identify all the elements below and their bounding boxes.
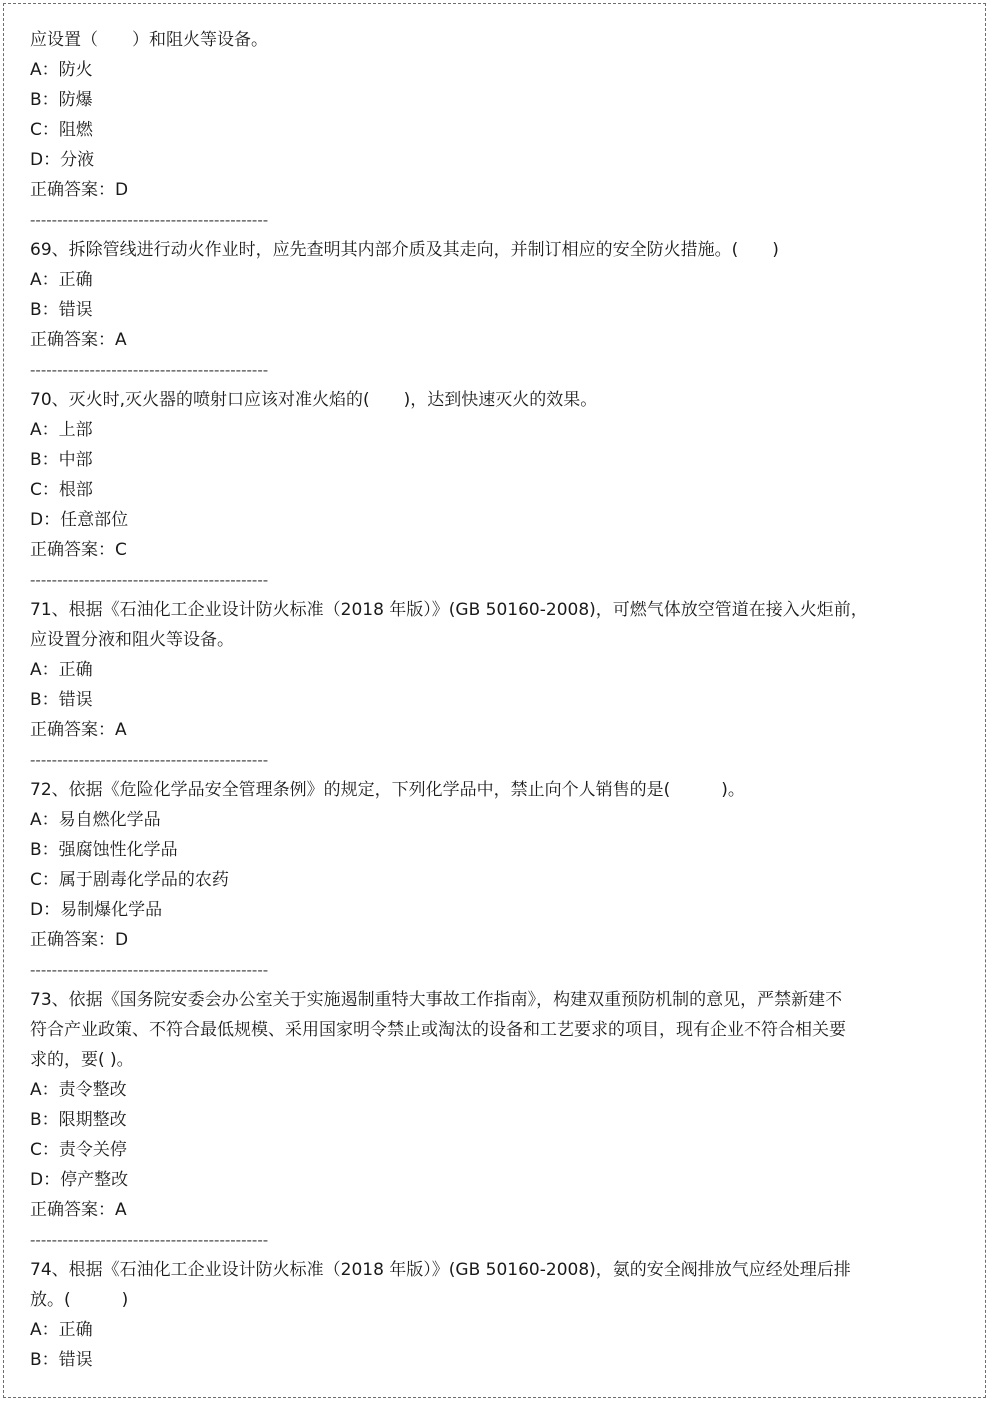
answer-option: B：错误 xyxy=(30,300,93,320)
answer-option: B：防爆 xyxy=(30,90,93,110)
separator-line: -------------------------------------------- xyxy=(30,361,269,379)
question-block xyxy=(30,385,910,565)
correct-answer: 正确答案：D xyxy=(30,180,129,200)
answer-option: C：责令关停 xyxy=(30,1140,127,1160)
answer-option: A：上部 xyxy=(30,420,93,440)
separator-line: -------------------------------------------- xyxy=(30,1231,269,1249)
answer-option: A：责令整改 xyxy=(30,1080,127,1100)
answer-option: C：根部 xyxy=(30,480,93,500)
answer-option: D：分液 xyxy=(30,150,95,170)
separator-line: -------------------------------------------- xyxy=(30,961,269,979)
answer-option: B：错误 xyxy=(30,1350,93,1370)
separator-line: -------------------------------------------- xyxy=(30,211,269,229)
question-text: 符合产业政策、不符合最低规模、采用国家明令禁止或淘汰的设备和工艺要求的项目，现有企业不符合相关要 xyxy=(30,1020,846,1040)
question-block xyxy=(30,985,910,1225)
answer-option: B：强腐蚀性化学品 xyxy=(30,840,178,860)
question-block xyxy=(30,595,910,745)
answer-option: A：正确 xyxy=(30,660,93,680)
correct-answer: 正确答案：D xyxy=(30,930,129,950)
answer-option: A：防火 xyxy=(30,60,93,80)
correct-answer: 正确答案：A xyxy=(30,330,127,350)
answer-option: B：限期整改 xyxy=(30,1110,127,1130)
answer-option: C：属于剧毒化学品的农药 xyxy=(30,870,229,890)
question-text: 求的，要( )。 xyxy=(30,1050,134,1070)
question-text: 71、根据《石油化工企业设计防火标准（2018 年版）》(GB 50160-2008)，可燃气体放空管道在接入火炬前， xyxy=(30,600,868,620)
question-text: 应设置（ ）和阻火等设备。 xyxy=(30,30,268,50)
question-block xyxy=(30,235,910,355)
answer-option: B：错误 xyxy=(30,690,93,710)
correct-answer: 正确答案：A xyxy=(30,720,127,740)
correct-answer: 正确答案：C xyxy=(30,540,127,560)
question-text: 70、灭火时,灭火器的喷射口应该对准火焰的( )，达到快速灭火的效果。 xyxy=(30,390,598,410)
answer-option: B：中部 xyxy=(30,450,93,470)
separator-line: -------------------------------------------- xyxy=(30,571,269,589)
question-block xyxy=(30,775,910,955)
question-text: 72、依据《危险化学品安全管理条例》的规定，下列化学品中，禁止向个人销售的是( )。 xyxy=(30,780,745,800)
answer-option: A：正确 xyxy=(30,270,93,290)
question-text: 74、根据《石油化工企业设计防火标准（2018 年版）》(GB 50160-2008)，氨的安全阀排放气应经处理后排 xyxy=(30,1260,851,1280)
question-list xyxy=(30,25,910,1375)
answer-option: D：任意部位 xyxy=(30,510,129,530)
answer-option: D：停产整改 xyxy=(30,1170,129,1190)
answer-option: A：正确 xyxy=(30,1320,93,1340)
question-text: 69、拆除管线进行动火作业时，应先查明其内部介质及其走向，并制订相应的安全防火措施。( ) xyxy=(30,240,779,260)
correct-answer: 正确答案：A xyxy=(30,1200,127,1220)
question-block xyxy=(30,25,910,205)
answer-option: D：易制爆化学品 xyxy=(30,900,163,920)
question-text: 73、依据《国务院安委会办公室关于实施遏制重特大事故工作指南》，构建双重预防机制的意见，严禁新建不 xyxy=(30,990,843,1010)
question-text: 放。( ) xyxy=(30,1290,129,1310)
answer-option: A：易自燃化学品 xyxy=(30,810,161,830)
question-text: 应设置分液和阻火等设备。 xyxy=(30,630,234,650)
question-block xyxy=(30,1255,910,1375)
separator-line: -------------------------------------------- xyxy=(30,751,269,769)
answer-option: C：阻燃 xyxy=(30,120,93,140)
